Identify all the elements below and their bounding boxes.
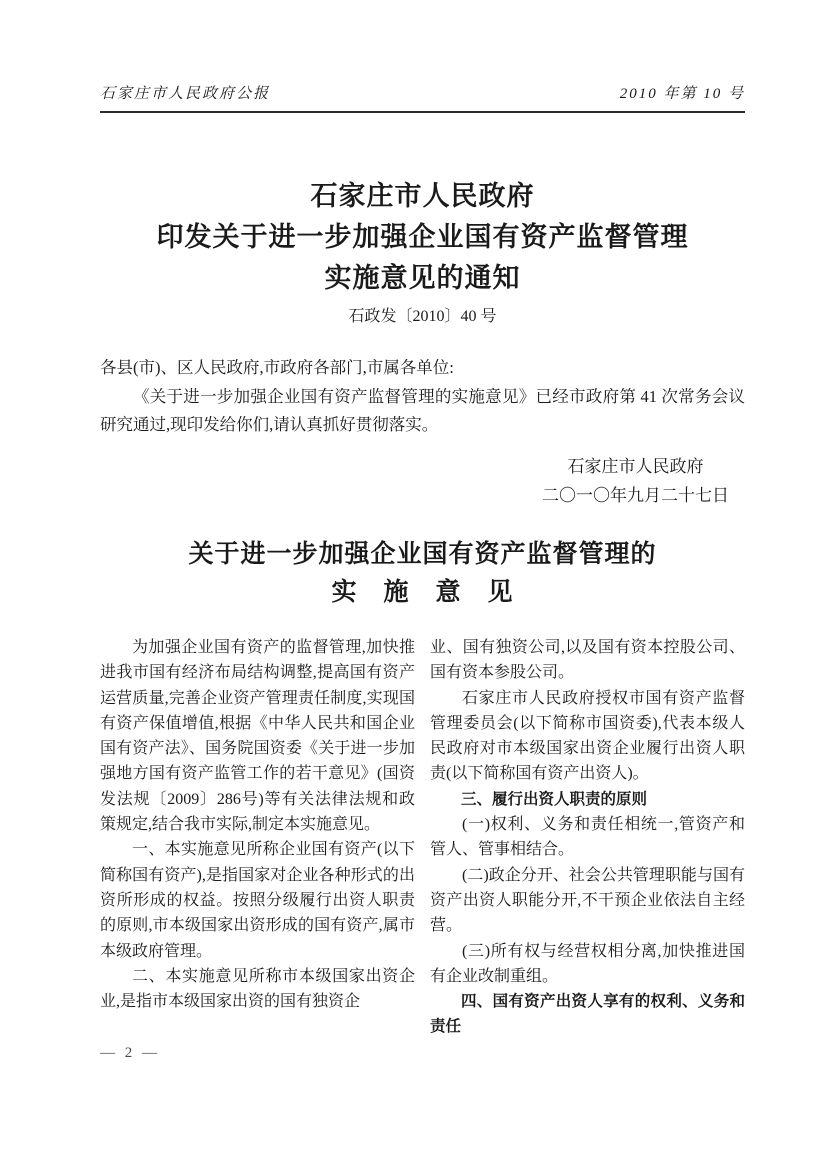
document-number: 石政发〔2010〕40 号 — [348, 308, 497, 325]
notice-paragraph: 《关于进一步加强企业国有资产监督管理的实施意见》已经市政府第 41 次常务会议研究通过,现印发给你们,请认真抓好贯彻落实。 — [100, 386, 745, 434]
body-paragraph: (一)权利、义务和责任相统一,管资产和管人、管事相结合。 — [430, 816, 745, 859]
salutation: 各县(市)、区人民政府,市政府各部门,市属各单位: — [100, 358, 454, 377]
body-paragraph: 二、本实施意见所称市本级国家出资企业,是指市本级国家出资的国有独资企 — [100, 967, 415, 1011]
notice-body — [100, 354, 745, 440]
signature-date: 二〇一〇年九月二十七日 — [542, 486, 729, 505]
signature-block — [100, 452, 745, 510]
section-heading: 三、履行出资人职责的原则 — [461, 790, 648, 808]
notice-title-line-3: 实施意见的通知 — [324, 263, 521, 293]
page-number: — 2 — — [100, 1045, 160, 1061]
issue-number: 2010 年第 10 号 — [619, 86, 745, 102]
gazette-name: 石家庄市人民政府公报 — [100, 86, 271, 102]
body-paragraph: (三)所有权与经营权相分离,加快推进国有企业改制重组。 — [430, 942, 745, 985]
running-header — [100, 84, 745, 113]
notice-title — [100, 176, 745, 299]
body-paragraph: 石家庄市人民政府授权市国有资产监督管理委员会(以下简称市国资委),代表本级人民政府对市本级国家出资企业履行出资人职责(以下简称国有资产出资人)。 — [430, 689, 745, 783]
notice-title-line-1: 石家庄市人民政府 — [310, 181, 535, 211]
body-paragraph: 一、本实施意见所称企业国有资产(以下简称国有资产),是指国家对企业各种形式的出资所形成的权益。按照分级履行出资人职责的原则,市本级国家出资形成的国有资产,属市本级政府管理。 — [100, 841, 415, 960]
body-paragraph: 为加强企业国有资产的监督管理,加快推进我市国有经济布局结构调整,提高国有资产运营质量,完善企业资产管理责任制度,实现国有资产保值增值,根据《中华人民共和国企业国有资产法》、国务院国资委《关于进一步加强地方国有资产监管工作的若干意见》(国资发法规〔2009〕286号)等有关法律法规和政策规定,结合我市实际,制定本实施意见。 — [100, 639, 415, 834]
body-paragraph: 业、国有独资公司,以及国有资本控股公司、国有资本参股公司。 — [430, 639, 745, 682]
right-column — [430, 635, 745, 1040]
left-column — [100, 635, 415, 1040]
opinion-title-line-2: 实 施 意 见 — [331, 579, 514, 606]
two-column-body — [100, 635, 745, 1040]
section-heading: 四、国有资产出资人享有的权利、义务和责任 — [430, 993, 745, 1036]
opinion-title-line-1: 关于进一步加强企业国有资产监督管理的 — [188, 541, 657, 568]
signature-issuer: 石家庄市人民政府 — [567, 457, 704, 476]
notice-title-line-2: 印发关于进一步加强企业国有资产监督管理 — [156, 222, 689, 252]
opinion-title — [100, 536, 745, 612]
body-paragraph: (二)政企分开、社会公共管理职能与国有资产出资人职能分开,不干预企业依法自主经营。 — [430, 866, 745, 935]
